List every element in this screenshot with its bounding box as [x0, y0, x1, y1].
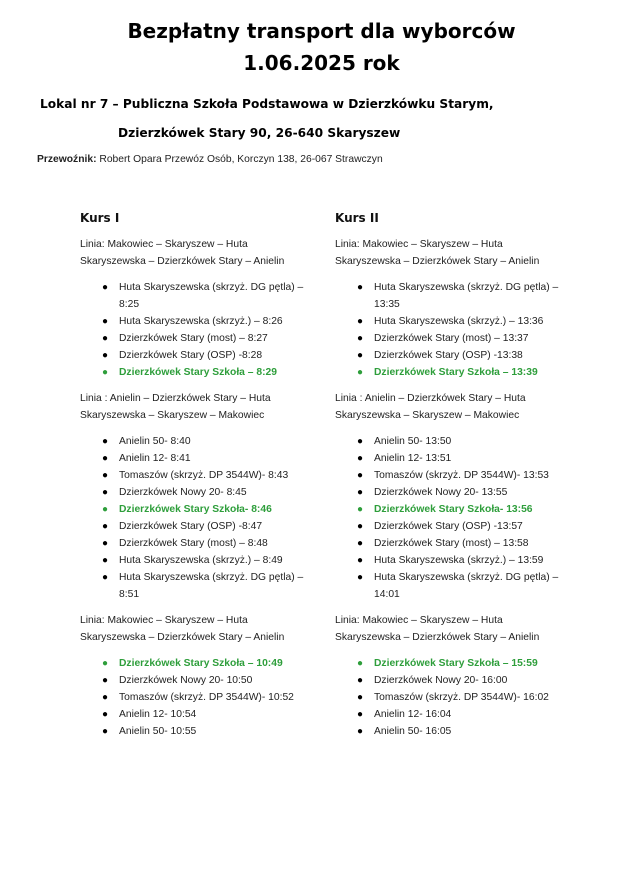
stop-item	[80, 569, 312, 603]
stop-item	[80, 313, 312, 330]
bullet-icon: ●	[357, 470, 364, 481]
stop-text: Huta Skaryszewska (skrzyż.) – 8:49	[119, 555, 283, 566]
stop-text: Huta Skaryszewska (skrzyż.) – 13:59	[374, 555, 544, 566]
stop-item-school	[335, 501, 567, 518]
stop-item	[335, 313, 567, 330]
route-line: Linia : Anielin – Dzierzkówek Stary – Huta Skaryszewska – Skaryszew – Makowiec	[335, 393, 526, 421]
bullet-icon: ●	[102, 709, 109, 720]
stop-text: Dzierzkówek Stary (OSP) -8:47	[119, 521, 263, 532]
stop-list	[80, 655, 312, 740]
stop-list	[335, 279, 567, 381]
stop-text: Anielin 50- 16:05	[374, 726, 452, 737]
stop-item	[335, 467, 567, 484]
stop-item	[80, 467, 312, 484]
stop-item	[335, 706, 567, 723]
bullet-icon: ●	[102, 504, 109, 515]
bullet-icon: ●	[357, 350, 364, 361]
stop-text: Huta Skaryszewska (skrzyż.) – 8:26	[119, 316, 283, 327]
bullet-icon: ●	[357, 367, 364, 378]
stop-item	[335, 518, 567, 535]
stop-item-school	[80, 501, 312, 518]
stop-text: Tomaszów (skrzyż. DP 3544W)- 10:52	[119, 692, 294, 703]
bullet-icon: ●	[102, 453, 109, 464]
bullet-icon: ●	[357, 316, 364, 327]
stop-list	[80, 433, 312, 603]
stop-list	[80, 279, 312, 381]
bullet-icon: ●	[102, 692, 109, 703]
stop-item-school	[335, 364, 567, 381]
bullet-icon: ●	[357, 504, 364, 515]
stop-text: Dzierzkówek Stary Szkoła- 8:46	[119, 504, 272, 515]
stop-text: Anielin 50- 13:50	[374, 436, 452, 447]
stop-text: Dzierzkówek Stary (OSP) -8:28	[119, 350, 263, 361]
stop-text: Huta Skaryszewska (skrzyż. DG pętla) – 13:35	[374, 282, 559, 310]
route-line: Linia : Anielin – Dzierzkówek Stary – Huta Skaryszewska – Skaryszew – Makowiec	[80, 393, 271, 421]
stop-text: Dzierzkówek Stary Szkoła – 13:39	[374, 367, 538, 378]
polling-station-name: Lokal nr 7 – Publiczna Szkoła Podstawowa w Dzierzkówku Starym,	[40, 97, 494, 111]
course-heading: Kurs II	[335, 211, 379, 225]
bullet-icon: ●	[357, 709, 364, 720]
course-heading: Kurs I	[80, 211, 120, 225]
stop-item	[80, 279, 312, 313]
bullet-icon: ●	[357, 487, 364, 498]
route-line: Linia: Makowiec – Skaryszew – Huta Skaryszewska – Dzierzkówek Stary – Anielin	[335, 239, 540, 267]
stop-text: Huta Skaryszewska (skrzyż.) – 13:36	[374, 316, 544, 327]
bullet-icon: ●	[102, 350, 109, 361]
bullet-icon: ●	[357, 726, 364, 737]
stop-text: Dzierzkówek Stary Szkoła – 15:59	[374, 658, 538, 669]
bullet-icon: ●	[357, 572, 364, 583]
stop-item	[335, 450, 567, 467]
stop-item-school	[335, 655, 567, 672]
stop-item	[80, 347, 312, 364]
stop-text: Dzierzkówek Nowy 20- 8:45	[119, 487, 247, 498]
stop-text: Dzierzkówek Stary (most) – 13:37	[374, 333, 529, 344]
stop-item	[335, 552, 567, 569]
stop-list	[335, 433, 567, 603]
bullet-icon: ●	[357, 436, 364, 447]
bullet-icon: ●	[102, 367, 109, 378]
stop-text: Huta Skaryszewska (skrzyż. DG pętla) – 8:51	[119, 572, 304, 600]
stop-text: Dzierzkówek Stary (most) – 8:48	[119, 538, 268, 549]
bullet-icon: ●	[102, 436, 109, 447]
document-date: 1.06.2025 rok	[243, 51, 400, 75]
stop-item	[80, 706, 312, 723]
stop-item	[80, 723, 312, 740]
bullet-icon: ●	[102, 282, 109, 293]
stop-text: Dzierzkówek Stary (OSP) -13:38	[374, 350, 523, 361]
bullet-icon: ●	[102, 487, 109, 498]
stop-text: Dzierzkówek Stary (most) – 13:58	[374, 538, 529, 549]
route-line: Linia: Makowiec – Skaryszew – Huta Skaryszewska – Dzierzkówek Stary – Anielin	[335, 615, 540, 643]
stop-text: Dzierzkówek Stary Szkoła – 10:49	[119, 658, 283, 669]
stop-text: Dzierzkówek Stary Szkoła- 13:56	[374, 504, 533, 515]
stop-text: Huta Skaryszewska (skrzyż. DG pętla) – 14:01	[374, 572, 559, 600]
course-column-2	[335, 210, 567, 749]
stop-text: Dzierzkówek Stary (OSP) -13:57	[374, 521, 523, 532]
route-line: Linia: Makowiec – Skaryszew – Huta Skaryszewska – Dzierzkówek Stary – Anielin	[80, 239, 285, 267]
carrier-info	[37, 154, 383, 165]
stop-text: Dzierzkówek Stary Szkoła – 8:29	[119, 367, 277, 378]
stop-item	[335, 347, 567, 364]
bullet-icon: ●	[357, 658, 364, 669]
stop-item	[80, 330, 312, 347]
stop-item	[80, 552, 312, 569]
bullet-icon: ●	[102, 658, 109, 669]
bullet-icon: ●	[102, 521, 109, 532]
stop-text: Tomaszów (skrzyż. DP 3544W)- 8:43	[119, 470, 289, 481]
bullet-icon: ●	[102, 572, 109, 583]
stop-item	[335, 433, 567, 450]
stop-text: Tomaszów (skrzyż. DP 3544W)- 13:53	[374, 470, 549, 481]
stop-item	[80, 672, 312, 689]
bullet-icon: ●	[102, 470, 109, 481]
stop-text: Anielin 12- 8:41	[119, 453, 191, 464]
bullet-icon: ●	[357, 453, 364, 464]
stop-item	[335, 330, 567, 347]
document-title: Bezpłatny transport dla wyborców	[127, 19, 516, 43]
bullet-icon: ●	[357, 692, 364, 703]
polling-station-address: Dzierzkówek Stary 90, 26-640 Skaryszew	[118, 126, 401, 140]
stop-item	[335, 689, 567, 706]
bullet-icon: ●	[357, 675, 364, 686]
bullet-icon: ●	[102, 333, 109, 344]
course-column-1	[80, 210, 312, 749]
bullet-icon: ●	[357, 555, 364, 566]
stop-item-school	[80, 655, 312, 672]
stop-item	[80, 518, 312, 535]
stop-item	[335, 279, 567, 313]
stop-text: Dzierzkówek Stary (most) – 8:27	[119, 333, 268, 344]
stop-text: Anielin 12- 16:04	[374, 709, 452, 720]
carrier-text: Robert Opara Przewóz Osób, Korczyn 138, 26-067 Strawczyn	[96, 154, 383, 165]
stop-item	[80, 689, 312, 706]
bullet-icon: ●	[102, 675, 109, 686]
bullet-icon: ●	[102, 726, 109, 737]
stop-item	[335, 672, 567, 689]
bullet-icon: ●	[102, 538, 109, 549]
stop-item	[80, 484, 312, 501]
bullet-icon: ●	[102, 316, 109, 327]
stop-text: Anielin 12- 13:51	[374, 453, 452, 464]
carrier-label: Przewoźnik:	[37, 154, 97, 165]
stop-item	[335, 723, 567, 740]
bullet-icon: ●	[357, 333, 364, 344]
route-line: Linia: Makowiec – Skaryszew – Huta Skaryszewska – Dzierzkówek Stary – Anielin	[80, 615, 285, 643]
stop-text: Dzierzkówek Nowy 20- 16:00	[374, 675, 508, 686]
bullet-icon: ●	[102, 555, 109, 566]
bullet-icon: ●	[357, 538, 364, 549]
stop-item	[80, 535, 312, 552]
stop-text: Dzierzkówek Nowy 20- 10:50	[119, 675, 253, 686]
stop-text: Tomaszów (skrzyż. DP 3544W)- 16:02	[374, 692, 549, 703]
stop-item	[335, 535, 567, 552]
stop-item	[80, 433, 312, 450]
bullet-icon: ●	[357, 521, 364, 532]
stop-item	[335, 484, 567, 501]
stop-text: Huta Skaryszewska (skrzyż. DG pętla) – 8:25	[119, 282, 304, 310]
stop-item	[335, 569, 567, 603]
stop-item	[80, 450, 312, 467]
stop-text: Anielin 50- 8:40	[119, 436, 191, 447]
stop-item-school	[80, 364, 312, 381]
stop-list	[335, 655, 567, 740]
bullet-icon: ●	[357, 282, 364, 293]
stop-text: Anielin 50- 10:55	[119, 726, 197, 737]
stop-text: Dzierzkówek Nowy 20- 13:55	[374, 487, 508, 498]
stop-text: Anielin 12- 10:54	[119, 709, 197, 720]
